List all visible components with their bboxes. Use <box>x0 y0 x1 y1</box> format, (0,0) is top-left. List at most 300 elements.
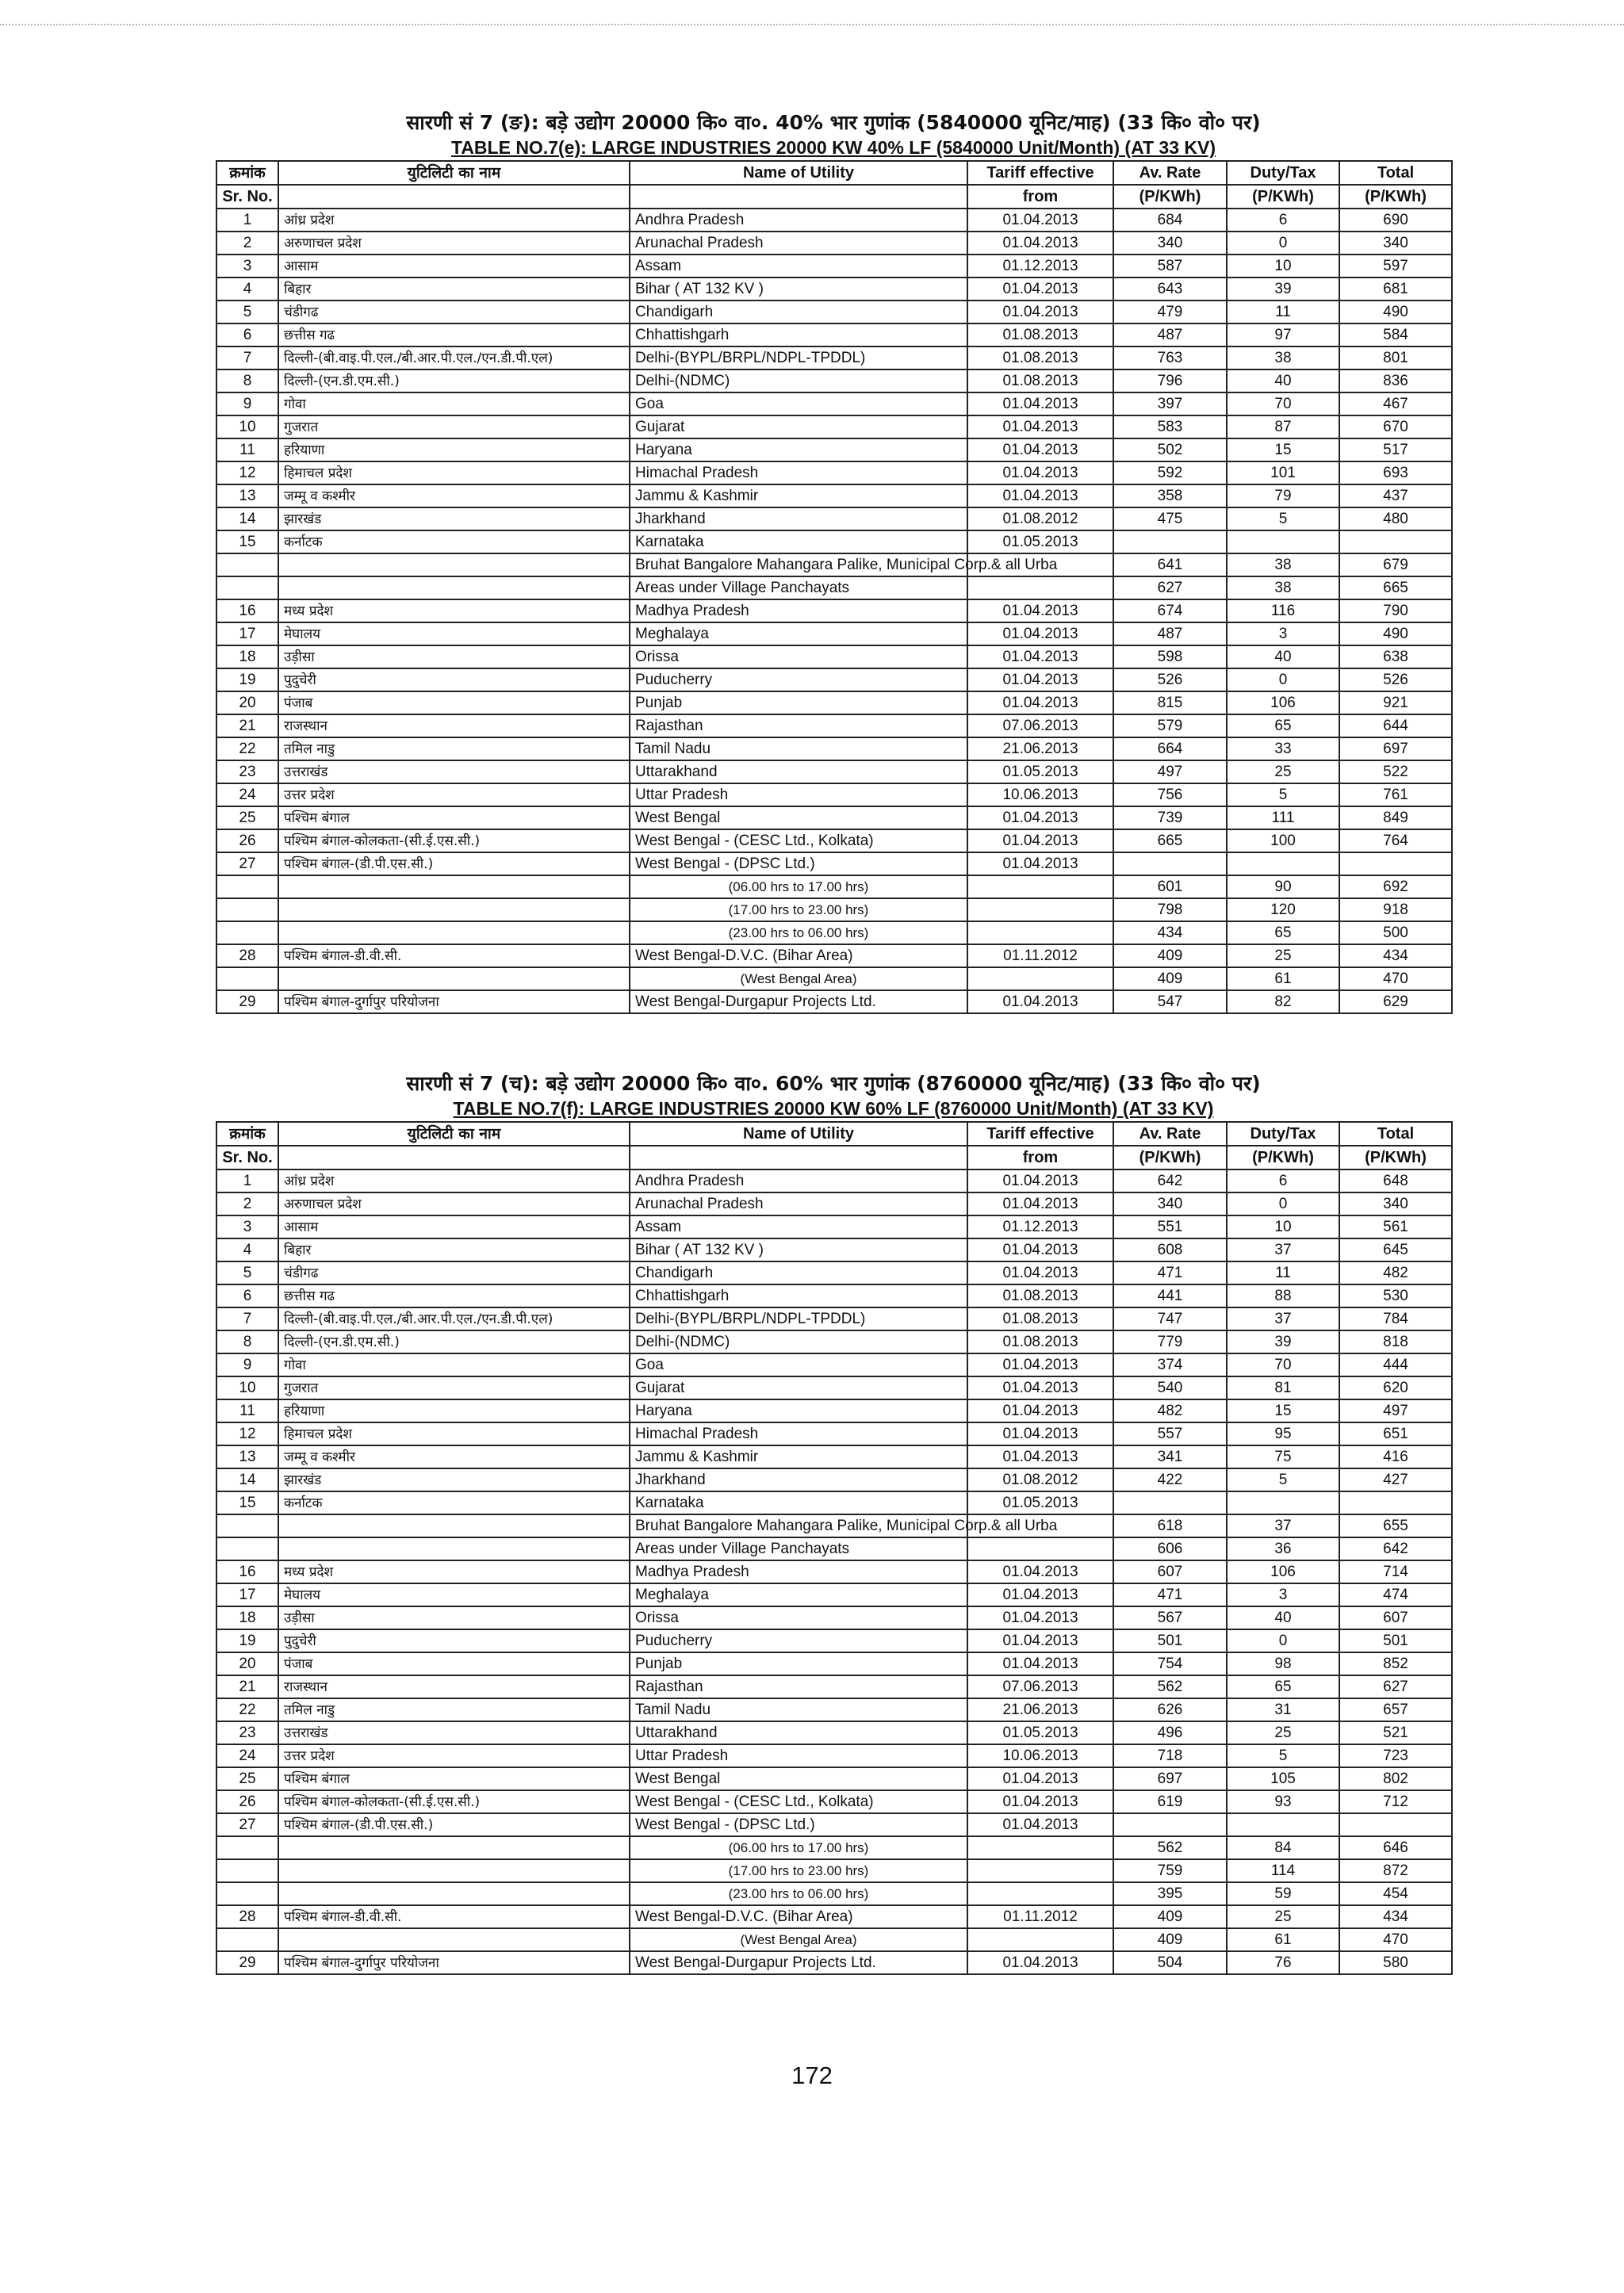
tariff-date-cell: 01.08.2012 <box>967 1468 1113 1491</box>
av-rate-cell: 409 <box>1113 1905 1227 1928</box>
av-rate-cell: 358 <box>1113 484 1227 507</box>
tariff-date-cell <box>967 576 1113 599</box>
av-rate-cell: 697 <box>1113 1767 1227 1790</box>
av-rate-cell: 796 <box>1113 369 1227 392</box>
tariff-date-cell: 01.04.2013 <box>967 1813 1113 1836</box>
tariff-date-cell: 01.11.2012 <box>967 1905 1113 1928</box>
duty-tax-cell: 65 <box>1227 921 1339 944</box>
utility-name-hindi-cell: जम्मू व कश्मीर <box>278 484 630 507</box>
total-cell: 849 <box>1339 806 1452 829</box>
utility-name-english-cell: Karnataka <box>630 530 967 553</box>
table-row <box>216 278 1452 301</box>
sr-cell <box>216 875 278 898</box>
table-7f-caption <box>216 1070 1451 1120</box>
tariff-date-cell: 01.08.2013 <box>967 369 1113 392</box>
av-rate-cell: 479 <box>1113 301 1227 323</box>
tariff-table <box>216 1121 1453 1975</box>
av-rate-cell: 487 <box>1113 323 1227 346</box>
table-row <box>216 622 1452 645</box>
utility-name-english-cell: (23.00 hrs to 06.00 hrs) <box>630 1882 967 1905</box>
table-row <box>216 553 1452 576</box>
table-row <box>216 530 1452 553</box>
utility-name-english-cell: Chandigarh <box>630 1261 967 1284</box>
total-cell: 670 <box>1339 415 1452 438</box>
table-row <box>216 1882 1452 1905</box>
utility-name-english-cell: (17.00 hrs to 23.00 hrs) <box>630 898 967 921</box>
utility-name-hindi-cell: बिहार <box>278 1238 630 1261</box>
sr-cell: 15 <box>216 530 278 553</box>
sr-cell: 29 <box>216 990 278 1013</box>
duty-tax-cell: 37 <box>1227 1514 1339 1537</box>
utility-header-hindi: युटिलिटी का नाम <box>278 1122 630 1146</box>
utility-name-english-cell: West Bengal <box>630 806 967 829</box>
table-row <box>216 1284 1452 1307</box>
av-rate-cell: 409 <box>1113 944 1227 967</box>
sr-cell: 16 <box>216 1560 278 1583</box>
tariff-date-cell: 01.04.2013 <box>967 1169 1113 1192</box>
table-row <box>216 1629 1452 1652</box>
utility-name-english-cell: Punjab <box>630 691 967 714</box>
sr-cell: 18 <box>216 1606 278 1629</box>
duty-tax-cell: 10 <box>1227 255 1339 278</box>
utility-name-hindi-cell: पश्चिम बंगाल <box>278 1767 630 1790</box>
utility-name-english-cell: Rajasthan <box>630 1675 967 1698</box>
duty-tax-cell: 6 <box>1227 209 1339 232</box>
tariff-date-cell: 01.04.2013 <box>967 691 1113 714</box>
utility-name-hindi-cell: दिल्ली-(एन.डी.एम.सी.) <box>278 1330 630 1353</box>
av-rate-cell: 397 <box>1113 392 1227 415</box>
sr-cell: 12 <box>216 1422 278 1445</box>
utility-name-hindi-cell <box>278 576 630 599</box>
table-title-hindi: सारणी सं 7 (च): बड़े उद्योग 20000 कि० वा०. 60% भार गुणांक (8760000 यूनिट/माह) (33 कि० वो० पर) <box>406 1072 1261 1095</box>
table-row <box>216 209 1452 232</box>
utility-name-english-cell: Chhattishgarh <box>630 323 967 346</box>
table-row <box>216 301 1452 323</box>
tariff-date-cell: 01.04.2013 <box>967 232 1113 255</box>
utility-name-english-cell: Tamil Nadu <box>630 1698 967 1721</box>
utility-name-hindi-cell: उड़ीसा <box>278 1606 630 1629</box>
total-cell: 679 <box>1339 553 1452 576</box>
total-cell: 620 <box>1339 1376 1452 1399</box>
utility-name-hindi-cell: पश्चिम बंगाल-कोलकता-(सी.ई.एस.सी.) <box>278 1790 630 1813</box>
duty-tax-cell: 65 <box>1227 714 1339 737</box>
sr-cell: 3 <box>216 1215 278 1238</box>
tariff-date-cell <box>967 1537 1113 1560</box>
duty-tax-cell: 106 <box>1227 1560 1339 1583</box>
duty-tax-cell: 90 <box>1227 875 1339 898</box>
sr-cell <box>216 967 278 990</box>
tariff-date-cell <box>967 1882 1113 1905</box>
duty-tax-cell <box>1227 852 1339 875</box>
utility-name-hindi-cell: अरुणाचल प्रदेश <box>278 1192 630 1215</box>
table-row <box>216 1376 1452 1399</box>
sr-cell: 1 <box>216 209 278 232</box>
sr-cell <box>216 1836 278 1859</box>
total-header-unit: (P/KWh) <box>1339 1146 1452 1169</box>
total-cell: 526 <box>1339 668 1452 691</box>
sr-cell: 23 <box>216 760 278 783</box>
tariff-date-cell: 01.04.2013 <box>967 1376 1113 1399</box>
duty-tax-cell <box>1227 530 1339 553</box>
duty-tax-cell: 82 <box>1227 990 1339 1013</box>
header-row-1 <box>216 1122 1452 1146</box>
av-rate-cell: 674 <box>1113 599 1227 622</box>
av-rate-cell: 798 <box>1113 898 1227 921</box>
total-cell: 607 <box>1339 1606 1452 1629</box>
total-cell: 454 <box>1339 1882 1452 1905</box>
utility-header-hindi: युटिलिटी का नाम <box>278 161 630 185</box>
header-blank <box>630 185 967 209</box>
av-rate-cell: 598 <box>1113 645 1227 668</box>
utility-name-hindi-cell: हिमाचल प्रदेश <box>278 461 630 484</box>
duty-tax-cell: 101 <box>1227 461 1339 484</box>
sr-cell <box>216 553 278 576</box>
utility-name-hindi-cell: गुजरात <box>278 1376 630 1399</box>
rate-header: Av. Rate <box>1113 161 1227 185</box>
sr-cell: 7 <box>216 1307 278 1330</box>
utility-name-hindi-cell: गुजरात <box>278 415 630 438</box>
tariff-date-cell: 21.06.2013 <box>967 1698 1113 1721</box>
duty-tax-cell: 88 <box>1227 1284 1339 1307</box>
utility-name-hindi-cell: झारखंड <box>278 507 630 530</box>
total-cell: 490 <box>1339 301 1452 323</box>
av-rate-cell: 627 <box>1113 576 1227 599</box>
total-cell: 693 <box>1339 461 1452 484</box>
utility-name-hindi-cell: छत्तीस गढ <box>278 1284 630 1307</box>
total-cell: 655 <box>1339 1514 1452 1537</box>
tariff-date-cell: 01.04.2013 <box>967 1353 1113 1376</box>
total-cell: 340 <box>1339 1192 1452 1215</box>
sr-cell: 22 <box>216 737 278 760</box>
duty-tax-cell: 5 <box>1227 1744 1339 1767</box>
table-row <box>216 484 1452 507</box>
table-row <box>216 852 1452 875</box>
duty-tax-cell: 10 <box>1227 1215 1339 1238</box>
utility-name-hindi-cell: जम्मू व कश्मीर <box>278 1445 630 1468</box>
utility-name-hindi-cell: मध्य प्रदेश <box>278 599 630 622</box>
sr-cell: 26 <box>216 1790 278 1813</box>
duty-tax-cell: 100 <box>1227 829 1339 852</box>
duty-tax-cell: 25 <box>1227 944 1339 967</box>
duty-tax-cell: 111 <box>1227 806 1339 829</box>
utility-name-english-cell: West Bengal-Durgapur Projects Ltd. <box>630 1951 967 1974</box>
utility-name-hindi-cell: उत्तराखंड <box>278 760 630 783</box>
total-cell: 648 <box>1339 1169 1452 1192</box>
sr-cell: 8 <box>216 369 278 392</box>
utility-name-english-cell: West Bengal <box>630 1767 967 1790</box>
duty-tax-cell: 31 <box>1227 1698 1339 1721</box>
utility-name-english-cell: Delhi-(NDMC) <box>630 1330 967 1353</box>
av-rate-cell: 341 <box>1113 1445 1227 1468</box>
duty-tax-cell: 0 <box>1227 668 1339 691</box>
total-cell: 521 <box>1339 1721 1452 1744</box>
sr-cell: 27 <box>216 1813 278 1836</box>
utility-name-hindi-cell: पश्चिम बंगाल-दुर्गापुर परियोजना <box>278 1951 630 1974</box>
utility-name-hindi-cell <box>278 921 630 944</box>
sr-cell: 23 <box>216 1721 278 1744</box>
table-row <box>216 576 1452 599</box>
duty-tax-cell: 65 <box>1227 1675 1339 1698</box>
utility-name-hindi-cell: तमिल नाडु <box>278 1698 630 1721</box>
total-cell: 921 <box>1339 691 1452 714</box>
av-rate-cell: 618 <box>1113 1514 1227 1537</box>
utility-name-english-cell: Goa <box>630 1353 967 1376</box>
total-cell <box>1339 530 1452 553</box>
tariff-date-cell: 01.04.2013 <box>967 1192 1113 1215</box>
utility-name-english-cell: (17.00 hrs to 23.00 hrs) <box>630 1859 967 1882</box>
duty-tax-cell: 5 <box>1227 1468 1339 1491</box>
duty-tax-cell: 0 <box>1227 232 1339 255</box>
tariff-header: Tariff effective <box>967 1122 1113 1146</box>
av-rate-cell: 607 <box>1113 1560 1227 1583</box>
total-cell: 490 <box>1339 622 1452 645</box>
sr-cell <box>216 1514 278 1537</box>
table-row <box>216 1238 1452 1261</box>
total-cell <box>1339 852 1452 875</box>
total-cell: 627 <box>1339 1675 1452 1698</box>
utility-name-english-cell: Jharkhand <box>630 1468 967 1491</box>
utility-name-english-cell: Madhya Pradesh <box>630 599 967 622</box>
av-rate-cell <box>1113 1813 1227 1836</box>
table-row <box>216 1836 1452 1859</box>
utility-name-english-cell: Assam <box>630 255 967 278</box>
tariff-date-cell: 01.04.2013 <box>967 1652 1113 1675</box>
utility-name-english-cell: (06.00 hrs to 17.00 hrs) <box>630 875 967 898</box>
tariff-date-cell: 01.04.2013 <box>967 209 1113 232</box>
utility-name-hindi-cell: कर्नाटक <box>278 530 630 553</box>
duty-tax-cell: 37 <box>1227 1238 1339 1261</box>
tariff-date-cell: 01.04.2013 <box>967 415 1113 438</box>
total-cell: 692 <box>1339 875 1452 898</box>
sr-cell: 17 <box>216 1583 278 1606</box>
table-title-hindi: सारणी सं 7 (ङ): बड़े उद्योग 20000 कि० वा०. 40% भार गुणांक (5840000 यूनिट/माह) (33 कि० वो० पर) <box>406 111 1261 134</box>
duty-tax-cell: 40 <box>1227 645 1339 668</box>
page-number: 172 <box>791 2061 833 2089</box>
utility-name-english-cell: Bihar ( AT 132 KV ) <box>630 1238 967 1261</box>
utility-name-hindi-cell: पंजाब <box>278 1652 630 1675</box>
utility-name-english-cell: Bruhat Bangalore Mahangara Palike, Municipal Corp.& all Urba <box>630 553 967 576</box>
utility-name-english-cell: Gujarat <box>630 415 967 438</box>
sr-cell: 9 <box>216 1353 278 1376</box>
table-row <box>216 507 1452 530</box>
utility-name-english-cell: West Bengal - (CESC Ltd., Kolkata) <box>630 829 967 852</box>
av-rate-cell: 567 <box>1113 1606 1227 1629</box>
sr-cell: 5 <box>216 1261 278 1284</box>
utility-name-hindi-cell <box>278 1537 630 1560</box>
table-row <box>216 714 1452 737</box>
sr-cell: 12 <box>216 461 278 484</box>
utility-name-english-cell: Jammu & Kashmir <box>630 1445 967 1468</box>
av-rate-cell: 409 <box>1113 1928 1227 1951</box>
duty-tax-cell: 106 <box>1227 691 1339 714</box>
rate-header: Av. Rate <box>1113 1122 1227 1146</box>
duty-tax-cell: 61 <box>1227 967 1339 990</box>
sr-header-hindi: क्रमांक <box>216 161 278 185</box>
sr-cell: 13 <box>216 1445 278 1468</box>
utility-name-hindi-cell: आंध्र प्रदेश <box>278 209 630 232</box>
utility-name-english-cell: Uttarakhand <box>630 1721 967 1744</box>
table-row <box>216 1169 1452 1192</box>
tariff-header: Tariff effective <box>967 161 1113 185</box>
utility-name-hindi-cell: पश्चिम बंगाल-दुर्गापुर परियोजना <box>278 990 630 1013</box>
utility-name-english-cell: Chhattishgarh <box>630 1284 967 1307</box>
table-row <box>216 1261 1452 1284</box>
sr-cell <box>216 898 278 921</box>
av-rate-cell: 434 <box>1113 921 1227 944</box>
tariff-date-cell: 01.04.2013 <box>967 1261 1113 1284</box>
utility-name-english-cell: Gujarat <box>630 1376 967 1399</box>
av-rate-cell: 583 <box>1113 415 1227 438</box>
tariff-date-cell: 01.12.2013 <box>967 255 1113 278</box>
utility-name-english-cell: Haryana <box>630 1399 967 1422</box>
sr-cell <box>216 1882 278 1905</box>
sr-cell: 15 <box>216 1491 278 1514</box>
table-row <box>216 990 1452 1013</box>
table-row <box>216 438 1452 461</box>
utility-name-hindi-cell: पश्चिम बंगाल-(डी.पी.एस.सी.) <box>278 1813 630 1836</box>
sr-cell <box>216 1537 278 1560</box>
av-rate-cell: 496 <box>1113 1721 1227 1744</box>
duty-tax-cell: 11 <box>1227 1261 1339 1284</box>
total-cell: 416 <box>1339 1445 1452 1468</box>
total-cell: 470 <box>1339 967 1452 990</box>
table-row <box>216 369 1452 392</box>
utility-name-hindi-cell <box>278 967 630 990</box>
total-cell: 340 <box>1339 232 1452 255</box>
sr-cell: 5 <box>216 301 278 323</box>
av-rate-cell <box>1113 852 1227 875</box>
utility-name-english-cell: Puducherry <box>630 1629 967 1652</box>
utility-name-english-cell: West Bengal - (DPSC Ltd.) <box>630 1813 967 1836</box>
sr-cell: 26 <box>216 829 278 852</box>
utility-name-english-cell: Punjab <box>630 1652 967 1675</box>
sr-cell: 28 <box>216 1905 278 1928</box>
sr-cell: 2 <box>216 1192 278 1215</box>
table-row <box>216 1307 1452 1330</box>
tariff-date-cell: 01.08.2013 <box>967 1284 1113 1307</box>
av-rate-cell: 557 <box>1113 1422 1227 1445</box>
tariff-header-sub: from <box>967 185 1113 209</box>
sr-cell: 24 <box>216 783 278 806</box>
table-row <box>216 1698 1452 1721</box>
av-rate-cell: 779 <box>1113 1330 1227 1353</box>
total-cell: 437 <box>1339 484 1452 507</box>
utility-name-hindi-cell <box>278 1514 630 1537</box>
sr-cell: 8 <box>216 1330 278 1353</box>
header-row-2 <box>216 1146 1452 1169</box>
total-cell: 474 <box>1339 1583 1452 1606</box>
tariff-table <box>216 160 1453 1014</box>
tariff-date-cell: 01.08.2013 <box>967 323 1113 346</box>
tariff-date-cell: 01.04.2013 <box>967 622 1113 645</box>
duty-tax-cell: 11 <box>1227 301 1339 323</box>
utility-name-hindi-cell: पुदुचेरी <box>278 1629 630 1652</box>
utility-name-hindi-cell: बिहार <box>278 278 630 301</box>
tariff-date-cell: 01.04.2013 <box>967 990 1113 1013</box>
table-row <box>216 1468 1452 1491</box>
utility-name-english-cell: Arunachal Pradesh <box>630 1192 967 1215</box>
av-rate-cell: 562 <box>1113 1836 1227 1859</box>
table-row <box>216 255 1452 278</box>
utility-name-english-cell: Puducherry <box>630 668 967 691</box>
utility-name-hindi-cell: उड़ीसा <box>278 645 630 668</box>
total-cell: 480 <box>1339 507 1452 530</box>
duty-tax-cell: 39 <box>1227 278 1339 301</box>
table-row <box>216 1422 1452 1445</box>
total-cell: 444 <box>1339 1353 1452 1376</box>
sr-cell <box>216 921 278 944</box>
tariff-date-cell: 07.06.2013 <box>967 714 1113 737</box>
table-row <box>216 737 1452 760</box>
sr-cell: 20 <box>216 691 278 714</box>
utility-name-english-cell: Rajasthan <box>630 714 967 737</box>
duty-tax-cell: 120 <box>1227 898 1339 921</box>
sr-cell: 17 <box>216 622 278 645</box>
tariff-date-cell <box>967 921 1113 944</box>
tariff-date-cell: 01.04.2013 <box>967 278 1113 301</box>
utility-name-hindi-cell: हरियाणा <box>278 1399 630 1422</box>
tariff-date-cell: 01.04.2013 <box>967 1767 1113 1790</box>
av-rate-cell: 756 <box>1113 783 1227 806</box>
utility-name-english-cell: Assam <box>630 1215 967 1238</box>
table-row <box>216 967 1452 990</box>
av-rate-cell: 759 <box>1113 1859 1227 1882</box>
utility-name-english-cell: West Bengal-Durgapur Projects Ltd. <box>630 990 967 1013</box>
av-rate-cell: 482 <box>1113 1399 1227 1422</box>
utility-name-english-cell: Meghalaya <box>630 622 967 645</box>
duty-tax-cell: 70 <box>1227 392 1339 415</box>
table-row <box>216 1606 1452 1629</box>
table-row <box>216 1951 1452 1974</box>
utility-name-hindi-cell: उत्तर प्रदेश <box>278 783 630 806</box>
sr-cell: 25 <box>216 806 278 829</box>
av-rate-cell: 619 <box>1113 1790 1227 1813</box>
utility-name-hindi-cell <box>278 898 630 921</box>
utility-name-english-cell: West Bengal-D.V.C. (Bihar Area) <box>630 1905 967 1928</box>
tariff-date-cell: 01.04.2013 <box>967 668 1113 691</box>
table-row <box>216 760 1452 783</box>
utility-name-hindi-cell: दिल्ली-(बी.वाइ.पी.एल./बी.आर.पी.एल./एन.डी.पी.एल) <box>278 1307 630 1330</box>
utility-name-english-cell: Uttar Pradesh <box>630 783 967 806</box>
av-rate-cell: 422 <box>1113 1468 1227 1491</box>
total-cell: 852 <box>1339 1652 1452 1675</box>
av-rate-cell: 471 <box>1113 1583 1227 1606</box>
total-cell: 482 <box>1339 1261 1452 1284</box>
sr-cell: 14 <box>216 507 278 530</box>
total-cell: 712 <box>1339 1790 1452 1813</box>
table-row <box>216 1560 1452 1583</box>
rate-header-unit: (P/KWh) <box>1113 1146 1227 1169</box>
header-blank <box>630 1146 967 1169</box>
utility-name-english-cell: West Bengal - (CESC Ltd., Kolkata) <box>630 1790 967 1813</box>
av-rate-cell: 665 <box>1113 829 1227 852</box>
utility-name-english-cell: Bihar ( AT 132 KV ) <box>630 278 967 301</box>
av-rate-cell <box>1113 1491 1227 1514</box>
utility-name-hindi-cell: गोवा <box>278 392 630 415</box>
sr-cell: 19 <box>216 1629 278 1652</box>
utility-name-english-cell: Haryana <box>630 438 967 461</box>
table-row <box>216 668 1452 691</box>
utility-name-hindi-cell: अरुणाचल प्रदेश <box>278 232 630 255</box>
duty-tax-cell: 15 <box>1227 1399 1339 1422</box>
table-7f-section <box>216 1070 1451 1975</box>
av-rate-cell: 641 <box>1113 553 1227 576</box>
table-row <box>216 1721 1452 1744</box>
header-blank <box>278 185 630 209</box>
utility-name-hindi-cell: मेघालय <box>278 622 630 645</box>
utility-name-hindi-cell: पंजाब <box>278 691 630 714</box>
tariff-date-cell: 01.08.2012 <box>967 507 1113 530</box>
